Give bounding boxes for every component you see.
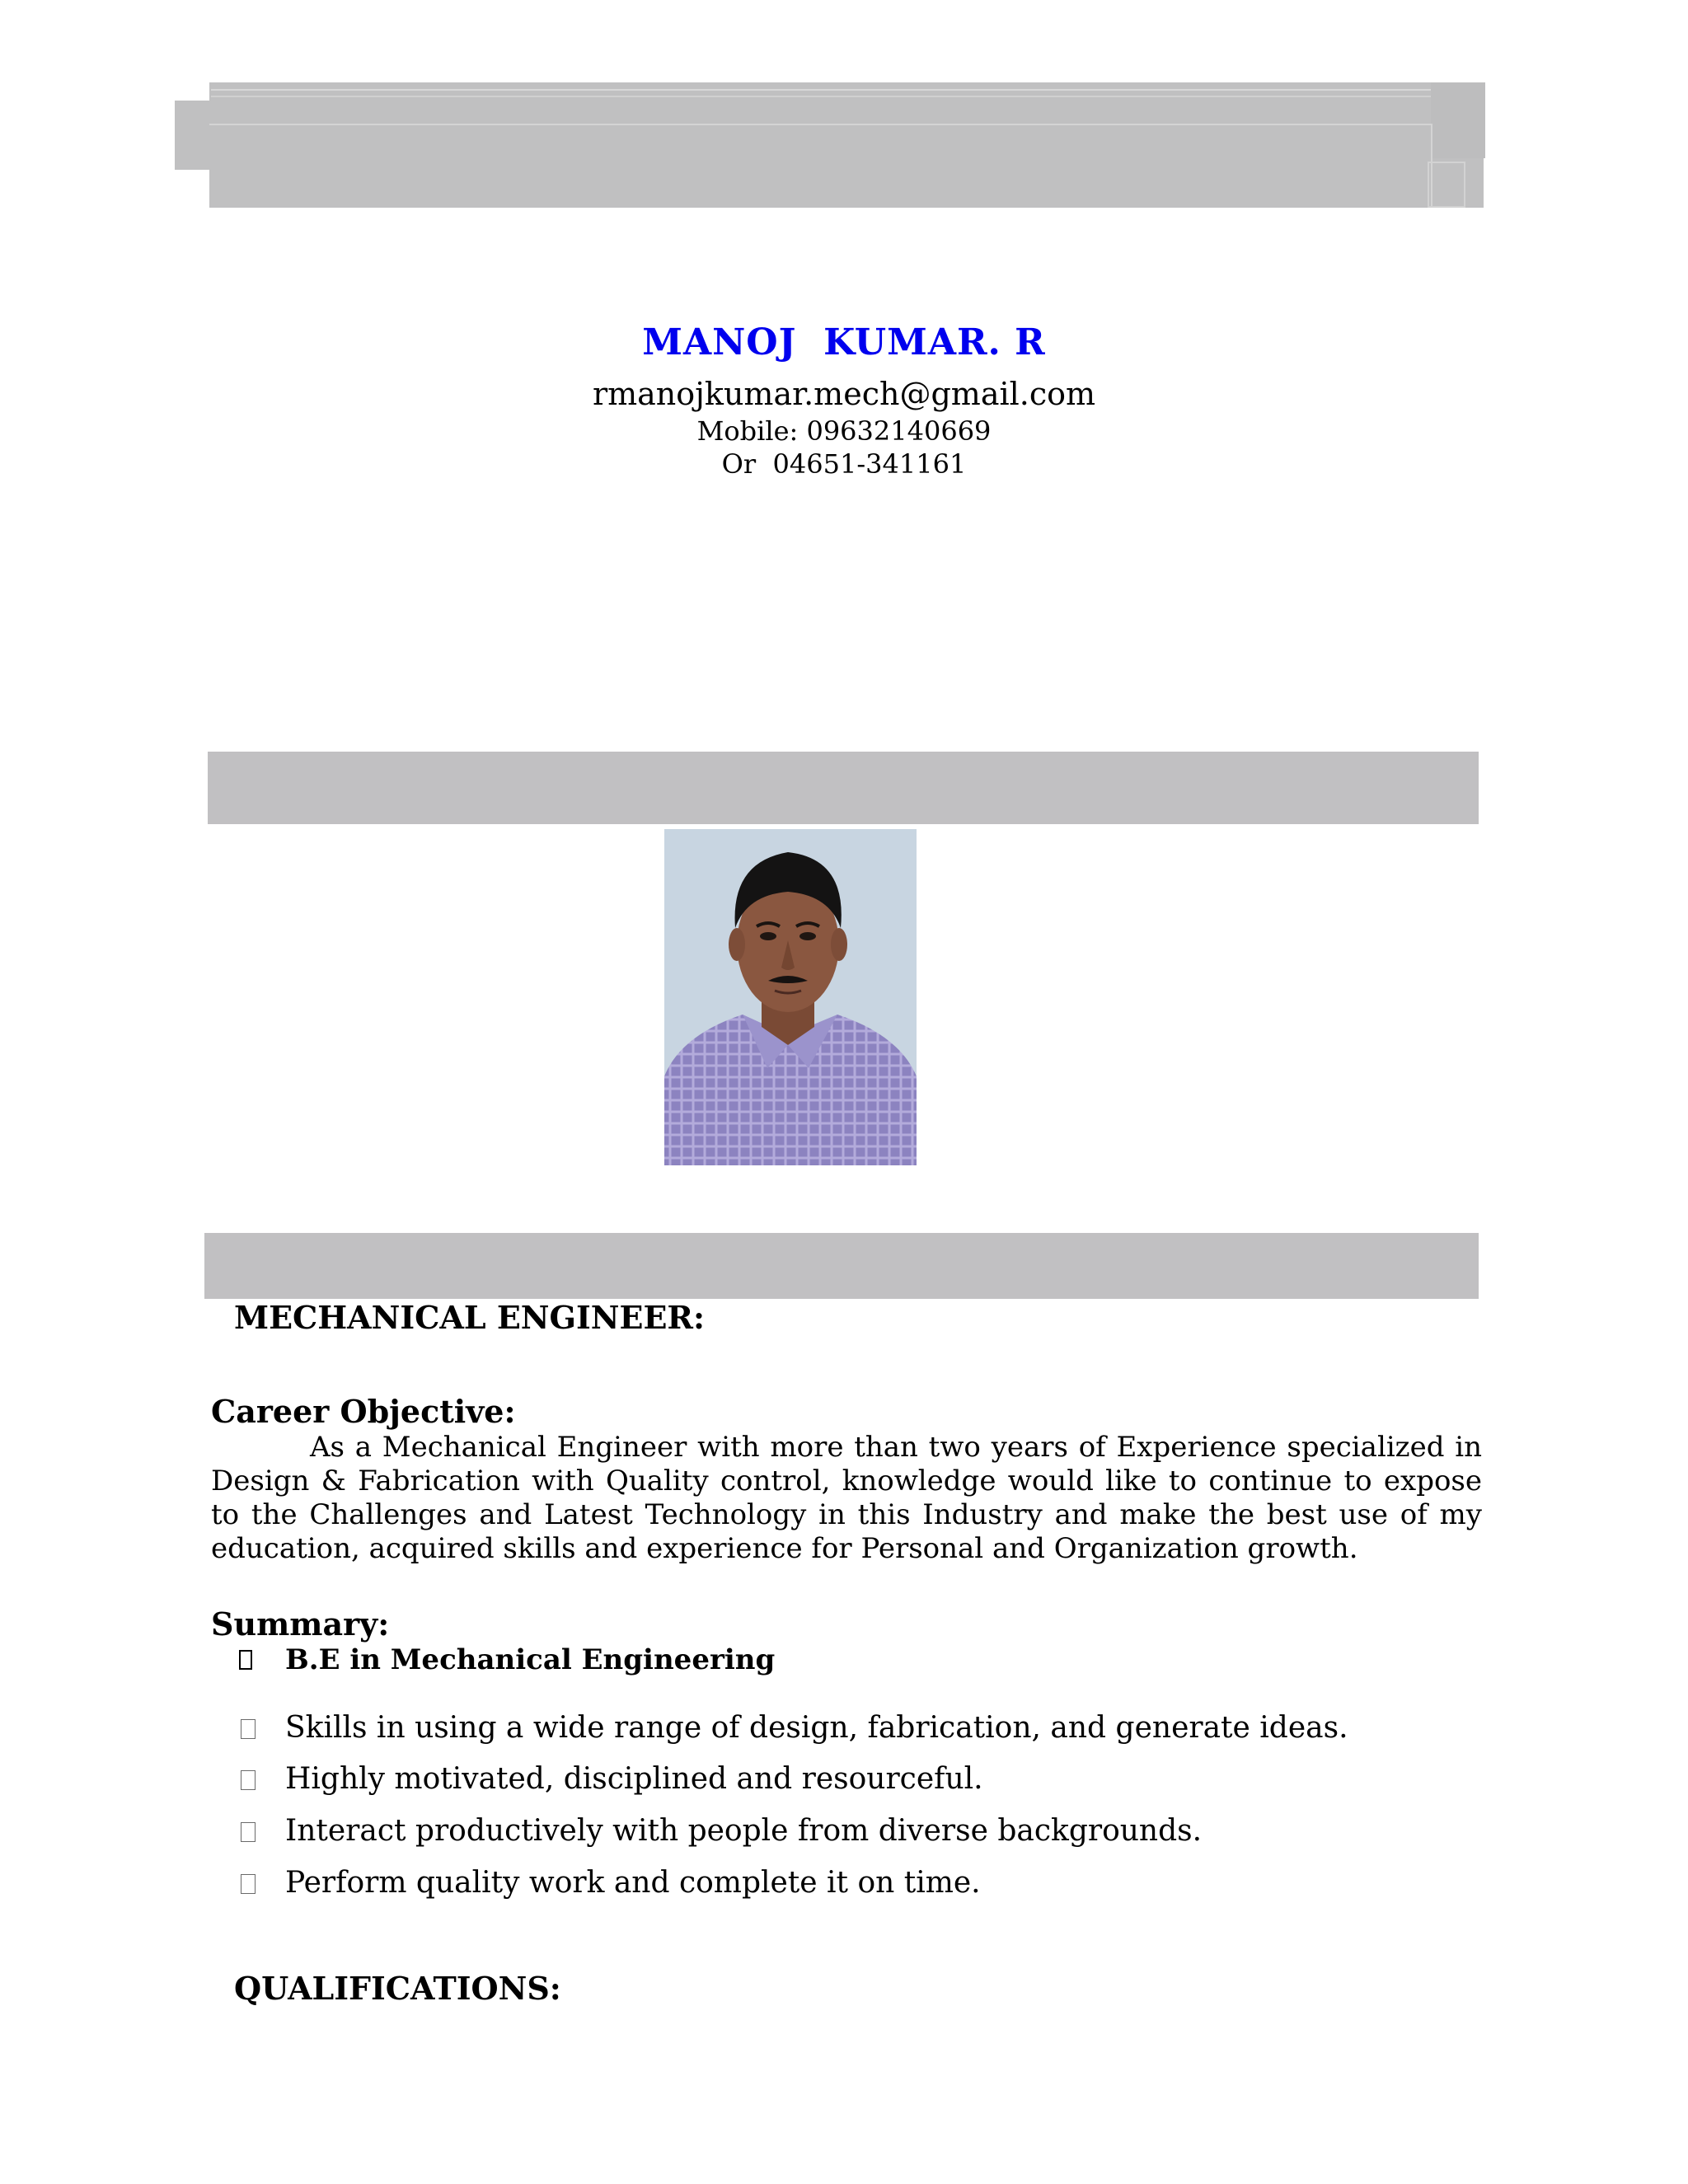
mobile-number: Mobile: 09632140669	[696, 415, 992, 447]
role-title: MECHANICAL ENGINEER:	[234, 1299, 706, 1336]
section-divider-bar	[204, 1233, 1479, 1299]
profile-photo	[664, 829, 917, 1165]
banner-rule	[211, 89, 1431, 91]
section-divider-bar	[208, 752, 1479, 824]
header-banner-left-tab	[175, 101, 213, 170]
summary-list-item: Interact productively with people from diverse backgrounds.	[285, 1814, 1203, 1848]
banner-rule	[211, 96, 1431, 97]
career-objective-heading: Career Objective:	[211, 1393, 516, 1430]
bullet-icon	[241, 1874, 256, 1894]
alternate-phone: Or 04651-341161	[721, 448, 967, 480]
header-banner	[209, 82, 1484, 208]
career-objective-text: As a Mechanical Engineer with more than two years of Experience specialized in Design & Fabrication with Quality control, knowledge would like to continue to expose to the Challenges and Latest Technology in this Industry and make the best use of my education, acquired skills and experience for Personal and Organization growth.	[211, 1431, 1482, 1565]
summary-list-item: Skills in using a wide range of design, fabrication, and generate ideas.	[285, 1711, 1348, 1745]
summary-list-item: Perform quality work and complete it on time.	[285, 1866, 981, 1900]
email-address: rmanojkumar.mech@gmail.com	[592, 376, 1096, 412]
candidate-name: MANOJ KUMAR. R	[642, 321, 1046, 363]
header-banner-right-tab	[1431, 82, 1485, 158]
bullet-icon	[239, 1650, 252, 1670]
bullet-icon	[241, 1822, 256, 1842]
summary-heading: Summary:	[211, 1605, 390, 1643]
bullet-icon	[241, 1770, 256, 1790]
banner-frame	[1428, 162, 1465, 208]
banner-rule	[209, 124, 1432, 125]
degree-item: B.E in Mechanical Engineering	[285, 1643, 776, 1676]
bullet-icon	[241, 1719, 256, 1739]
summary-list-item: Highly motivated, disciplined and resourceful.	[285, 1762, 983, 1796]
qualifications-heading: QUALIFICATIONS:	[234, 1970, 561, 2007]
